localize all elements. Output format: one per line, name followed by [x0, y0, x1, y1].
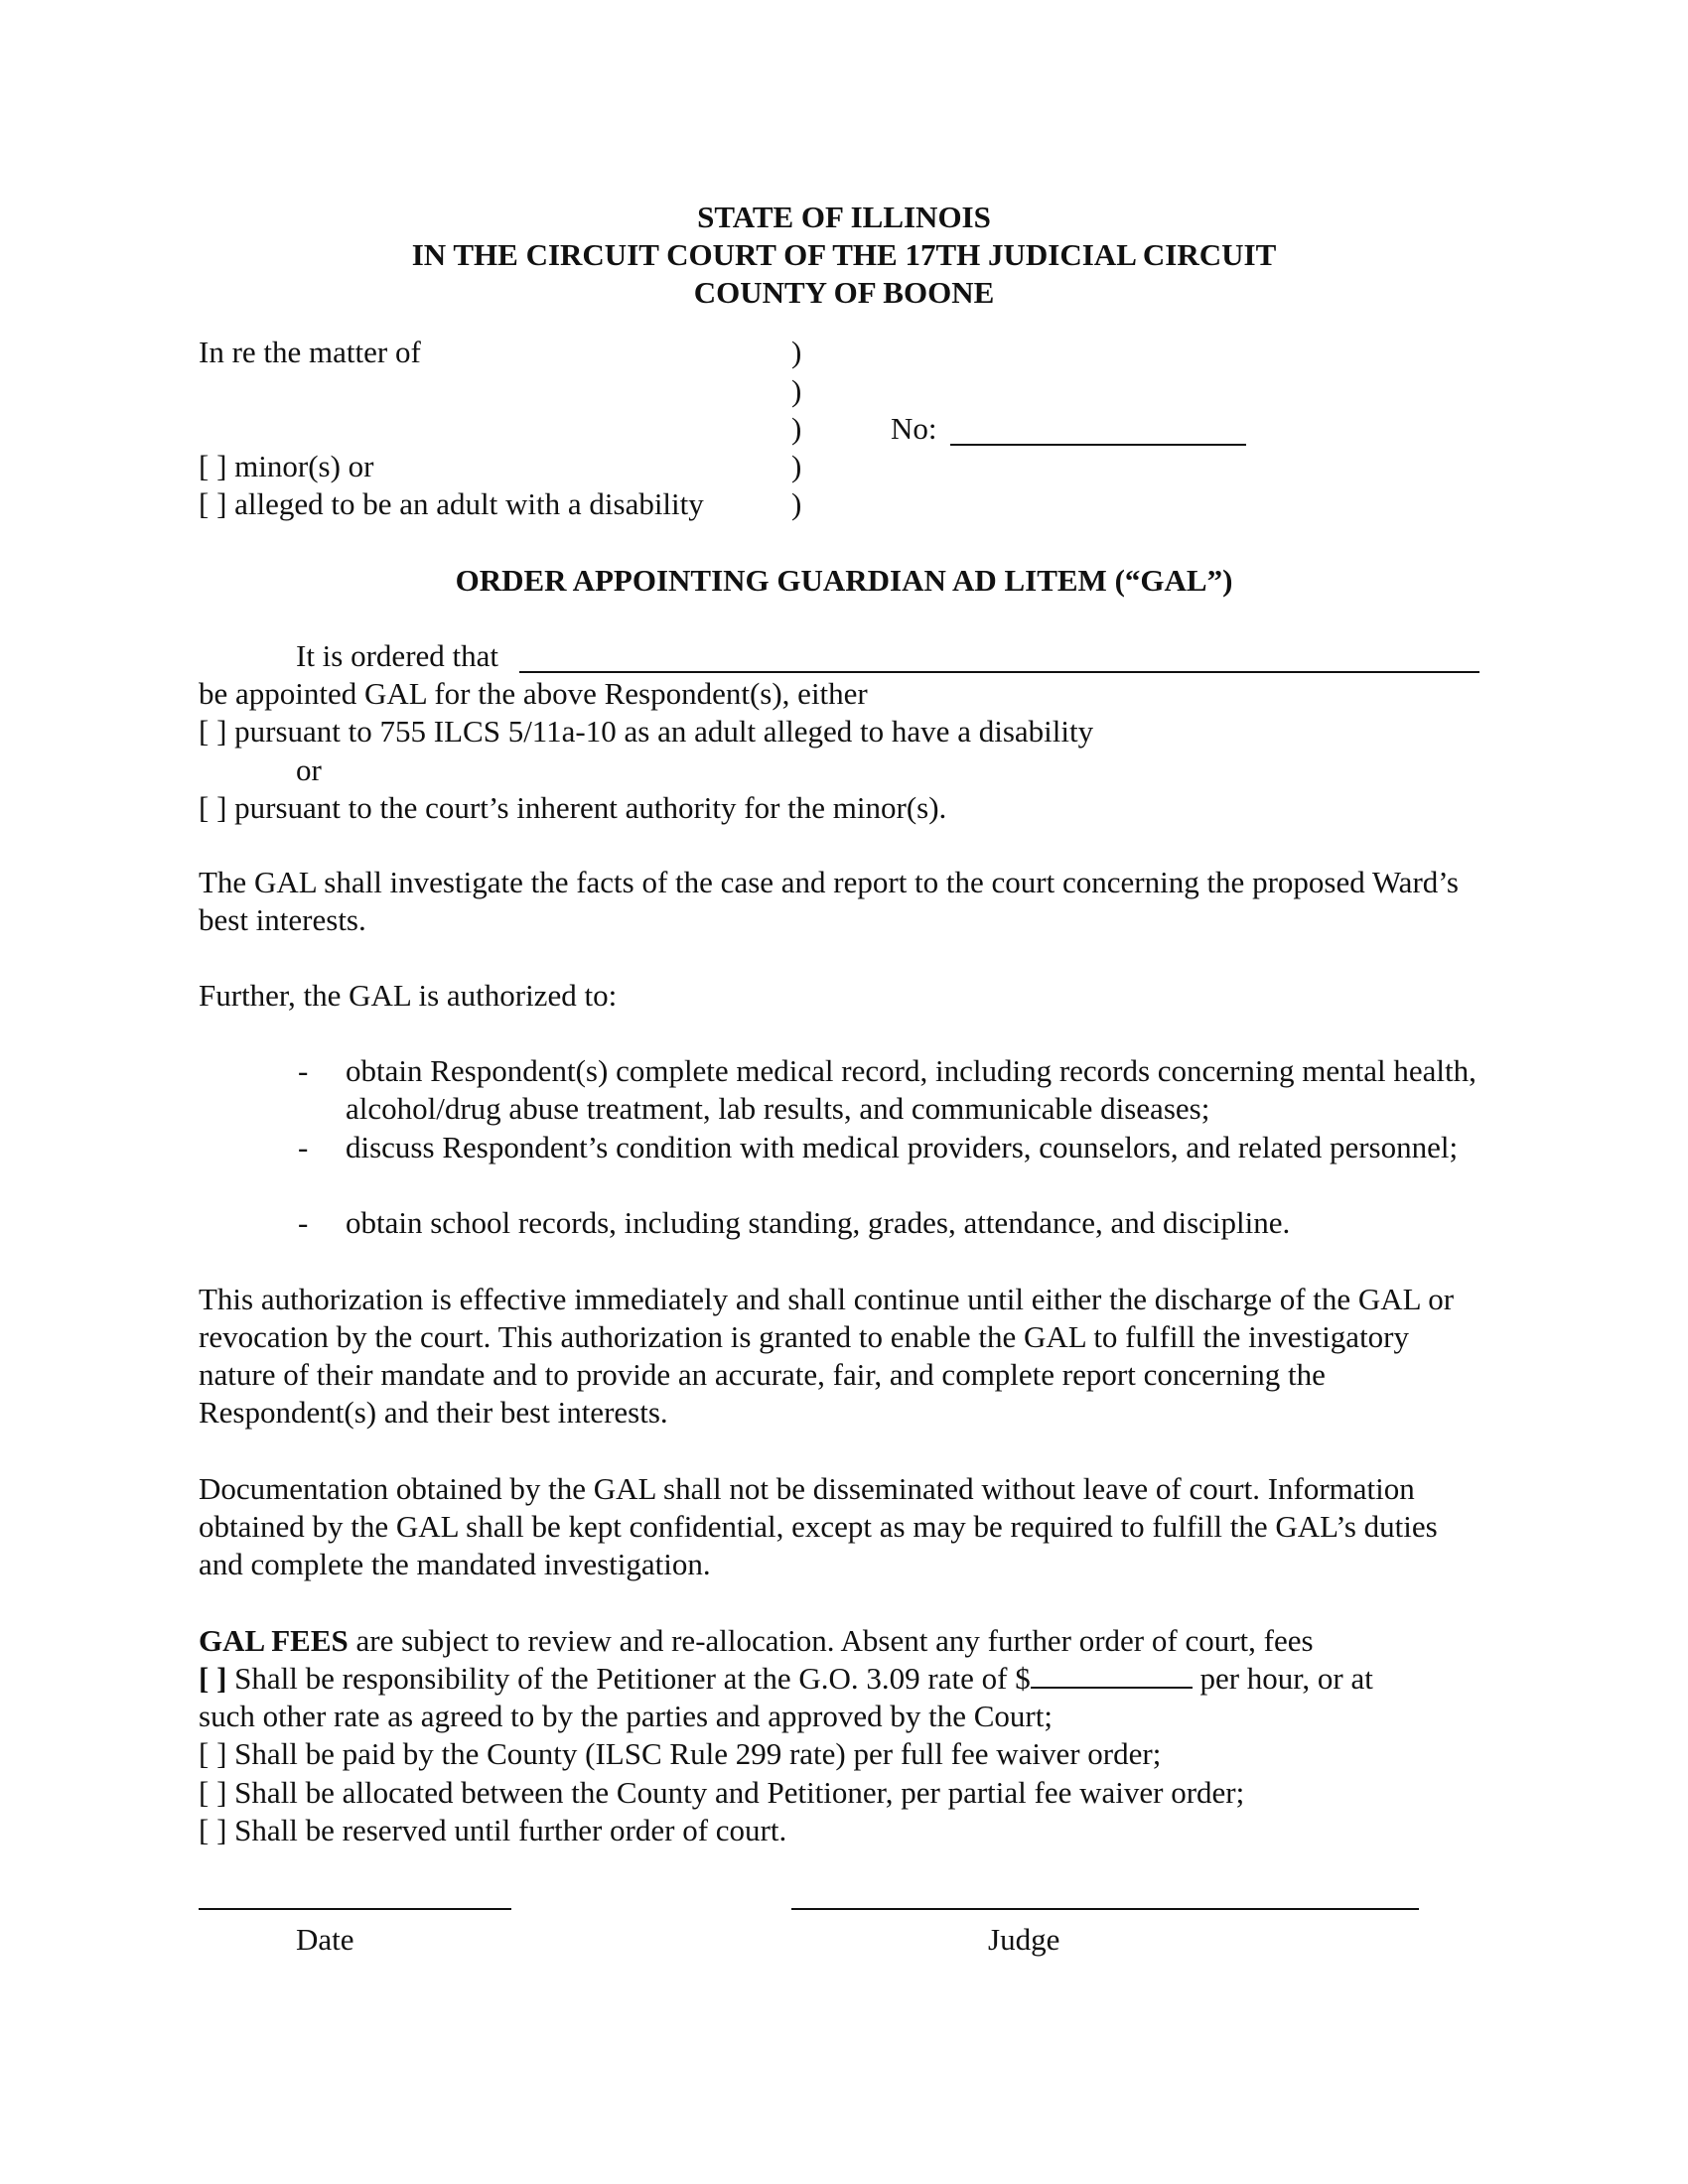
fees-option-petitioner — [199, 1660, 1373, 1698]
judge-signature-line[interactable] — [791, 1908, 1419, 1910]
caption-in-re: In re the matter of — [199, 335, 421, 369]
caption-minor-checkbox[interactable]: [ ] minor(s) or — [199, 449, 374, 483]
caption-paren: ) — [791, 449, 802, 483]
bullet-dash: - — [298, 1053, 309, 1088]
fees-option-petitioner-tail: per hour, or at — [1192, 1661, 1373, 1696]
bullet-dash: - — [298, 1130, 309, 1164]
fees-intro: are subject to review and re-allocation. Absent any further order of court, fees — [348, 1623, 1314, 1658]
fees-option-petitioner-text: Shall be responsibility of the Petitioner at the G.O. 3.09 rate of $ — [226, 1661, 1031, 1696]
fee-rate-field[interactable] — [1031, 1661, 1193, 1689]
fees-option-county-checkbox[interactable]: [ ] Shall be paid by the County (ILSC Rule 299 rate) per full fee waiver order; — [199, 1736, 1162, 1771]
caption-paren: ) — [791, 373, 802, 408]
option-minor-checkbox[interactable]: [ ] pursuant to the court’s inherent authority for the minor(s). — [199, 790, 947, 825]
header-state: STATE OF ILLINOIS — [697, 200, 991, 234]
fees-intro-line — [199, 1622, 1314, 1660]
judge-label: Judge — [988, 1922, 1060, 1957]
bullet-school-records: obtain school records, including standing, grades, attendance, and discipline. — [346, 1205, 1291, 1240]
date-label: Date — [296, 1922, 354, 1957]
authorized-intro: Further, the GAL is authorized to: — [199, 978, 618, 1013]
caption-paren: ) — [791, 411, 802, 446]
fees-option-reserved-checkbox[interactable]: [ ] Shall be reserved until further order of court. — [199, 1813, 787, 1847]
caption-paren: ) — [791, 486, 802, 521]
date-signature-line[interactable] — [199, 1908, 511, 1910]
authorization-paragraph: This authorization is effective immediately and shall continue until either the discharge of the GAL or revocation by the court. This authorization is granted to enable the GAL to fulfill the investigatory nature of their mandate and to provide an accurate, fair, and complete report concerning the Respondent(s) and their best interests. — [199, 1282, 1455, 1430]
order-title: ORDER APPOINTING GUARDIAN AD LITEM (“GAL”) — [455, 563, 1233, 598]
header-county: COUNTY OF BOONE — [693, 275, 995, 310]
option-adult-checkbox[interactable]: [ ] pursuant to 755 ILCS 5/11a-10 as an adult alleged to have a disability — [199, 714, 1094, 749]
gal-name-field[interactable] — [519, 671, 1479, 673]
option-or: or — [296, 752, 322, 787]
fees-label: GAL FEES — [199, 1623, 349, 1658]
bullet-discuss-condition: discuss Respondent’s condition with medical providers, counselors, and related personnel; — [346, 1130, 1459, 1164]
bullet-dash: - — [298, 1205, 309, 1240]
documentation-paragraph: Documentation obtained by the GAL shall not be disseminated without leave of court. Information obtained by the GAL shall be kept confidential, except as may be required to fulfill the GAL’s duties and complete the mandated investigation. — [199, 1471, 1438, 1581]
case-number-label: No: — [891, 411, 937, 446]
caption-paren: ) — [791, 335, 802, 369]
investigate-paragraph: The GAL shall investigate the facts of the case and report to the court concerning the proposed Ward’s best interests. — [199, 865, 1459, 937]
fees-option-petitioner-checkbox[interactable]: [ ] — [199, 1661, 227, 1696]
header-court: IN THE CIRCUIT COURT OF THE 17TH JUDICIAL CIRCUIT — [411, 237, 1277, 272]
caption-adult-checkbox[interactable]: [ ] alleged to be an adult with a disability — [199, 486, 704, 521]
order-intro: It is ordered that — [296, 638, 499, 673]
bullet-medical-records: obtain Respondent(s) complete medical record, including records concerning mental health, alcohol/drug abuse treatment, lab results, and communicable diseases; — [346, 1053, 1477, 1126]
order-appointed-line: be appointed GAL for the above Respondent(s), either — [199, 676, 868, 711]
fees-option-allocated-checkbox[interactable]: [ ] Shall be allocated between the County and Petitioner, per partial fee waiver order; — [199, 1775, 1245, 1810]
fees-option-petitioner-cont: such other rate as agreed to by the parties and approved by the Court; — [199, 1699, 1053, 1733]
case-number-field[interactable] — [950, 444, 1246, 446]
